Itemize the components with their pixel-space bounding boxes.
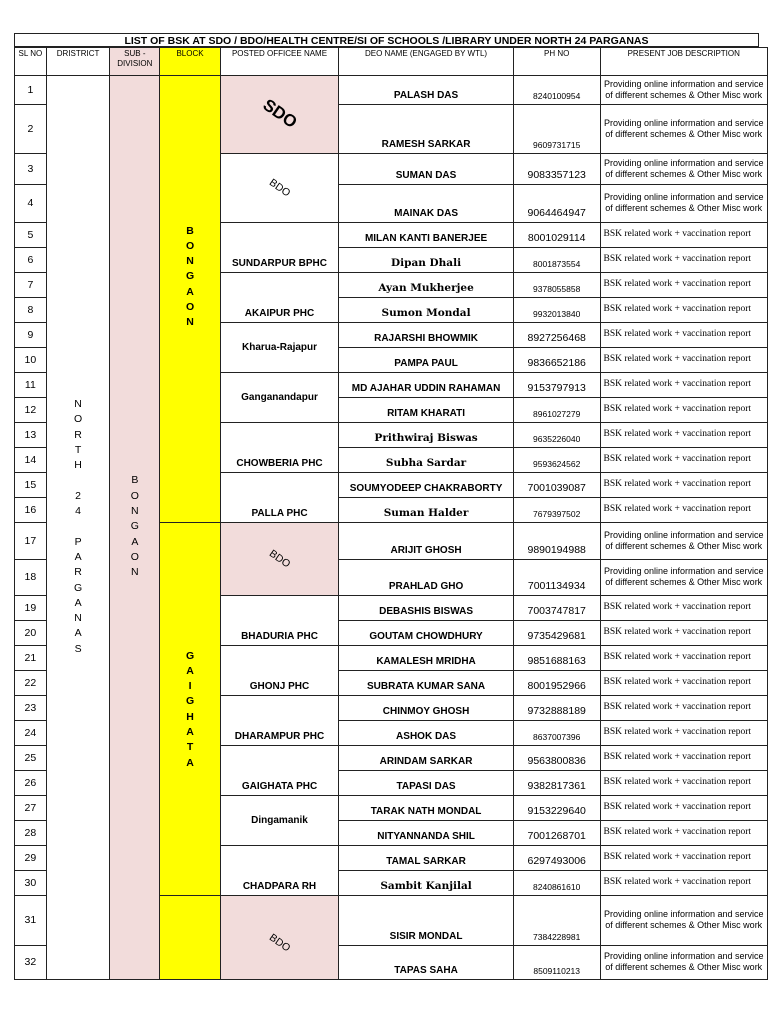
job-description-cell: BSK related work + vaccination report (600, 720, 768, 745)
deo-name-cell: PRAHLAD GHO (339, 559, 514, 595)
header-district: DRISTRICT (46, 47, 110, 75)
posted-office-cell (220, 153, 338, 222)
block-bongaon-cell (160, 75, 221, 522)
job-description-cell: Providing online information and service of different schemes & Other Misc work (600, 104, 768, 153)
office-name: BHADURIA PHC (241, 630, 318, 642)
posted-office-cell (220, 522, 338, 595)
sl-no-cell: 11 (15, 372, 47, 397)
vertical-letter: H (74, 459, 82, 472)
job-description-cell: BSK related work + vaccination report (600, 620, 768, 645)
deo-name-cell: TAMAL SARKAR (339, 845, 514, 870)
deo-name-cell: SOUMYODEEP CHAKRABORTY (339, 472, 514, 497)
deo-name-cell: MAINAK DAS (339, 184, 514, 222)
sl-no-cell: 7 (15, 272, 47, 297)
sl-no-cell: 22 (15, 670, 47, 695)
sl-no-cell: 10 (15, 347, 47, 372)
job-description-cell: BSK related work + vaccination report (600, 297, 768, 322)
job-description-cell: BSK related work + vaccination report (600, 870, 768, 895)
vertical-letter: O (185, 300, 195, 313)
job-description-cell: BSK related work + vaccination report (600, 322, 768, 347)
office-name: GHONJ PHC (249, 680, 310, 692)
deo-name-cell: SUMAN DAS (339, 153, 514, 184)
sl-no-cell: 31 (15, 895, 47, 945)
phone-cell: 7003747817 (513, 595, 600, 620)
sl-no-cell: 18 (15, 559, 47, 595)
job-description-cell: Providing online information and service of different schemes & Other Misc work (600, 559, 768, 595)
posted-office-cell (220, 222, 338, 272)
deo-name-cell: KAMALESH MRIDHA (339, 645, 514, 670)
phone-cell: 9153797913 (513, 372, 600, 397)
sl-no-cell: 19 (15, 595, 47, 620)
job-description-cell: Providing online information and service of different schemes & Other Misc work (600, 895, 768, 945)
header-block: BLOCK (160, 47, 221, 75)
phone-cell: 9593624562 (513, 447, 600, 472)
phone-cell: 7679397502 (513, 497, 600, 522)
sl-no-cell: 6 (15, 247, 47, 272)
sl-no-cell: 4 (15, 184, 47, 222)
vertical-letter: A (186, 664, 194, 677)
phone-cell: 9378055858 (513, 272, 600, 297)
posted-office-cell (220, 795, 338, 845)
sl-no-cell: 17 (15, 522, 47, 559)
phone-cell: 7384228981 (513, 895, 600, 945)
job-description-cell: BSK related work + vaccination report (600, 447, 768, 472)
vertical-letter: T (74, 443, 82, 456)
posted-office-cell (220, 695, 338, 745)
sl-no-cell: 5 (15, 222, 47, 247)
job-description-cell: BSK related work + vaccination report (600, 595, 768, 620)
job-description-cell: BSK related work + vaccination report (600, 745, 768, 770)
deo-name-cell: Sumon Mondal (339, 297, 514, 322)
posted-office-cell (220, 845, 338, 895)
deo-name-cell: CHINMOY GHOSH (339, 695, 514, 720)
deo-name-cell: SUBRATA KUMAR SANA (339, 670, 514, 695)
deo-name-cell: Ayan Mukherjee (339, 272, 514, 297)
job-description-cell: BSK related work + vaccination report (600, 272, 768, 297)
phone-cell: 7001039087 (513, 472, 600, 497)
sl-no-cell: 20 (15, 620, 47, 645)
sl-no-cell: 21 (15, 645, 47, 670)
vertical-letter: B (186, 224, 194, 237)
deo-name-cell: SISIR MONDAL (339, 895, 514, 945)
sl-no-cell: 23 (15, 695, 47, 720)
job-description-cell: BSK related work + vaccination report (600, 497, 768, 522)
job-description-cell: BSK related work + vaccination report (600, 795, 768, 820)
job-description-cell: Providing online information and service of different schemes & Other Misc work (600, 184, 768, 222)
posted-office-cell (220, 75, 338, 153)
deo-name-cell: TARAK NATH MONDAL (339, 795, 514, 820)
phone-cell: 9635226040 (513, 422, 600, 447)
vertical-letter: A (131, 535, 139, 548)
vertical-letter: 2 (75, 489, 82, 502)
vertical-letter: S (74, 642, 82, 655)
deo-name-cell: Sambit Kanjilal (339, 870, 514, 895)
job-description-cell: BSK related work + vaccination report (600, 397, 768, 422)
deo-name-cell: TAPAS SAHA (339, 945, 514, 979)
job-description-cell: Providing online information and service of different schemes & Other Misc work (600, 945, 768, 979)
deo-name-cell: RITAM KHARATI (339, 397, 514, 422)
vertical-letter: N (131, 505, 139, 518)
block-gaighata-cell (160, 522, 221, 895)
vertical-letter: O (130, 550, 139, 563)
header-ph-no: PH NO (513, 47, 600, 75)
office-name-diagonal: SDO (259, 95, 301, 132)
sl-no-cell: 26 (15, 770, 47, 795)
phone-cell: 8637007396 (513, 720, 600, 745)
phone-cell: 9932013840 (513, 297, 600, 322)
posted-office-cell (220, 422, 338, 472)
job-description-cell: BSK related work + vaccination report (600, 645, 768, 670)
deo-name-cell: MILAN KANTI BANERJEE (339, 222, 514, 247)
phone-cell: 8001952966 (513, 670, 600, 695)
sl-no-cell: 12 (15, 397, 47, 422)
job-description-cell: Providing online information and service of different schemes & Other Misc work (600, 75, 768, 104)
vertical-letter: I (188, 680, 192, 693)
job-description-cell: BSK related work + vaccination report (600, 820, 768, 845)
deo-name-cell: TAPASI DAS (339, 770, 514, 795)
district-cell (46, 75, 110, 979)
vertical-letter: N (131, 566, 139, 579)
vertical-letter: O (74, 413, 83, 426)
phone-cell: 8509110213 (513, 945, 600, 979)
subdivision-cell (110, 75, 160, 979)
office-name: Dingamanik (251, 814, 308, 826)
phone-cell: 9851688163 (513, 645, 600, 670)
vertical-letter: P (74, 535, 82, 548)
sl-no-cell: 13 (15, 422, 47, 447)
header-sl-no: SL NO (15, 47, 47, 75)
vertical-letter: A (186, 285, 194, 298)
office-name: Kharua-Rajapur (242, 341, 318, 353)
posted-office-cell (220, 595, 338, 645)
phone-cell: 9153229640 (513, 795, 600, 820)
header-sub-division: SUB - DIVISION (110, 47, 160, 75)
vertical-letter: A (74, 596, 82, 609)
sl-no-cell: 1 (15, 75, 47, 104)
office-name: PALLA PHC (251, 507, 308, 519)
phone-cell: 9382817361 (513, 770, 600, 795)
header-posted-office: POSTED OFFICEE NAME (220, 47, 338, 75)
posted-office-cell (220, 645, 338, 695)
job-description-cell: BSK related work + vaccination report (600, 670, 768, 695)
vertical-letter: G (74, 581, 83, 594)
office-name: Ganganandapur (241, 391, 318, 403)
deo-name-cell: ASHOK DAS (339, 720, 514, 745)
phone-cell: 8927256468 (513, 322, 600, 347)
deo-name-cell: PALASH DAS (339, 75, 514, 104)
vertical-letter: 4 (75, 505, 82, 518)
deo-name-cell: Prithwiraj Biswas (339, 422, 514, 447)
posted-office-cell (220, 272, 338, 322)
vertical-letter: G (185, 695, 195, 708)
table-row (15, 75, 768, 104)
posted-office-cell (220, 372, 338, 422)
vertical-letter: A (74, 550, 82, 563)
phone-cell: 9836652186 (513, 347, 600, 372)
deo-name-cell: RAMESH SARKAR (339, 104, 514, 153)
vertical-letter: O (185, 239, 195, 252)
vertical-letter: H (186, 710, 194, 723)
vertical-letter: N (74, 397, 82, 410)
phone-cell: 8240100954 (513, 75, 600, 104)
sl-no-cell: 29 (15, 845, 47, 870)
sl-no-cell: 27 (15, 795, 47, 820)
vertical-letter: A (186, 725, 194, 738)
phone-cell: 8240861610 (513, 870, 600, 895)
job-description-cell: BSK related work + vaccination report (600, 695, 768, 720)
vertical-letter: G (130, 520, 139, 533)
deo-name-cell: NITYANNANDA SHIL (339, 820, 514, 845)
job-description-cell: Providing online information and service of different schemes & Other Misc work (600, 153, 768, 184)
vertical-letter: A (186, 756, 194, 769)
office-name-diagonal: BDO (266, 176, 293, 199)
deo-name-cell: RAJARSHI BHOWMIK (339, 322, 514, 347)
phone-cell: 8001029114 (513, 222, 600, 247)
sl-no-cell: 32 (15, 945, 47, 979)
sl-no-cell: 3 (15, 153, 47, 184)
office-name: CHADPARA RH (242, 880, 317, 892)
deo-name-cell: MD AJAHAR UDDIN RAHAMAN (339, 372, 514, 397)
vertical-letter: G (185, 270, 195, 283)
vertical-letter: G (185, 649, 195, 662)
vertical-letter: A (74, 627, 82, 640)
sl-no-cell: 28 (15, 820, 47, 845)
job-description-cell: BSK related work + vaccination report (600, 372, 768, 397)
phone-cell: 9609731715 (513, 104, 600, 153)
office-name-diagonal: BDO (266, 547, 293, 570)
vertical-letter: N (186, 255, 194, 268)
office-name-diagonal: BDO (266, 931, 293, 955)
deo-name-cell: PAMPA PAUL (339, 347, 514, 372)
phone-cell: 7001134934 (513, 559, 600, 595)
vertical-letter: R (74, 566, 82, 579)
deo-name-cell: ARINDAM SARKAR (339, 745, 514, 770)
phone-cell: 6297493006 (513, 845, 600, 870)
bsk-table (14, 33, 768, 980)
posted-office-cell (220, 895, 338, 979)
job-description-cell: BSK related work + vaccination report (600, 845, 768, 870)
vertical-letter: T (186, 741, 194, 754)
office-name: GAIGHATA PHC (241, 780, 318, 792)
deo-name-cell: Subha Sardar (339, 447, 514, 472)
sl-no-cell: 9 (15, 322, 47, 347)
sl-no-cell: 15 (15, 472, 47, 497)
deo-name-cell: ARIJIT GHOSH (339, 522, 514, 559)
sl-no-cell: 8 (15, 297, 47, 322)
job-description-cell: BSK related work + vaccination report (600, 247, 768, 272)
sl-no-cell: 16 (15, 497, 47, 522)
deo-name-cell: DEBASHIS BISWAS (339, 595, 514, 620)
job-description-cell: BSK related work + vaccination report (600, 770, 768, 795)
office-name: CHOWBERIA PHC (236, 457, 323, 469)
sl-no-cell: 24 (15, 720, 47, 745)
job-description-cell: BSK related work + vaccination report (600, 422, 768, 447)
phone-cell: 9890194988 (513, 522, 600, 559)
vertical-letter (47, 519, 110, 534)
deo-name-cell: Suman Halder (339, 497, 514, 522)
office-name: AKAIPUR PHC (244, 307, 315, 319)
job-description-cell: Providing online information and service of different schemes & Other Misc work (600, 522, 768, 559)
header-row (15, 47, 768, 75)
phone-cell: 7001268701 (513, 820, 600, 845)
job-description-cell: BSK related work + vaccination report (600, 472, 768, 497)
posted-office-cell (220, 472, 338, 522)
header-deo-name: DEO NAME (ENGAGED BY WTL) (339, 47, 514, 75)
sl-no-cell: 30 (15, 870, 47, 895)
header-job: PRESENT JOB DESCRIPTION (600, 47, 768, 75)
sl-no-cell: 25 (15, 745, 47, 770)
vertical-letter: R (74, 428, 82, 441)
phone-cell: 9083357123 (513, 153, 600, 184)
phone-cell: 8001873554 (513, 247, 600, 272)
vertical-letter: N (74, 612, 82, 625)
job-description-cell: BSK related work + vaccination report (600, 347, 768, 372)
phone-cell: 9735429681 (513, 620, 600, 645)
vertical-letter: O (130, 489, 139, 502)
office-name: SUNDARPUR BPHC (232, 257, 328, 269)
vertical-letter (47, 473, 110, 488)
vertical-letter: N (186, 316, 194, 329)
office-name: DHARAMPUR PHC (234, 730, 325, 742)
page-title: LIST OF BSK AT SDO / BDO/HEALTH CENTRE/SI OF SCHOOLS /LIBRARY UNDER NORTH 24 PARGANAS (14, 33, 759, 47)
phone-cell: 9563800836 (513, 745, 600, 770)
vertical-letter: B (131, 474, 139, 487)
phone-cell: 9732888189 (513, 695, 600, 720)
phone-cell: 8961027279 (513, 397, 600, 422)
posted-office-cell (220, 322, 338, 372)
sl-no-cell: 2 (15, 104, 47, 153)
job-description-cell: BSK related work + vaccination report (600, 222, 768, 247)
sl-no-cell: 14 (15, 447, 47, 472)
deo-name-cell: Dipan Dhali (339, 247, 514, 272)
phone-cell: 9064464947 (513, 184, 600, 222)
block-empty-cell (160, 895, 221, 979)
deo-name-cell: GOUTAM CHOWDHURY (339, 620, 514, 645)
posted-office-cell (220, 745, 338, 795)
